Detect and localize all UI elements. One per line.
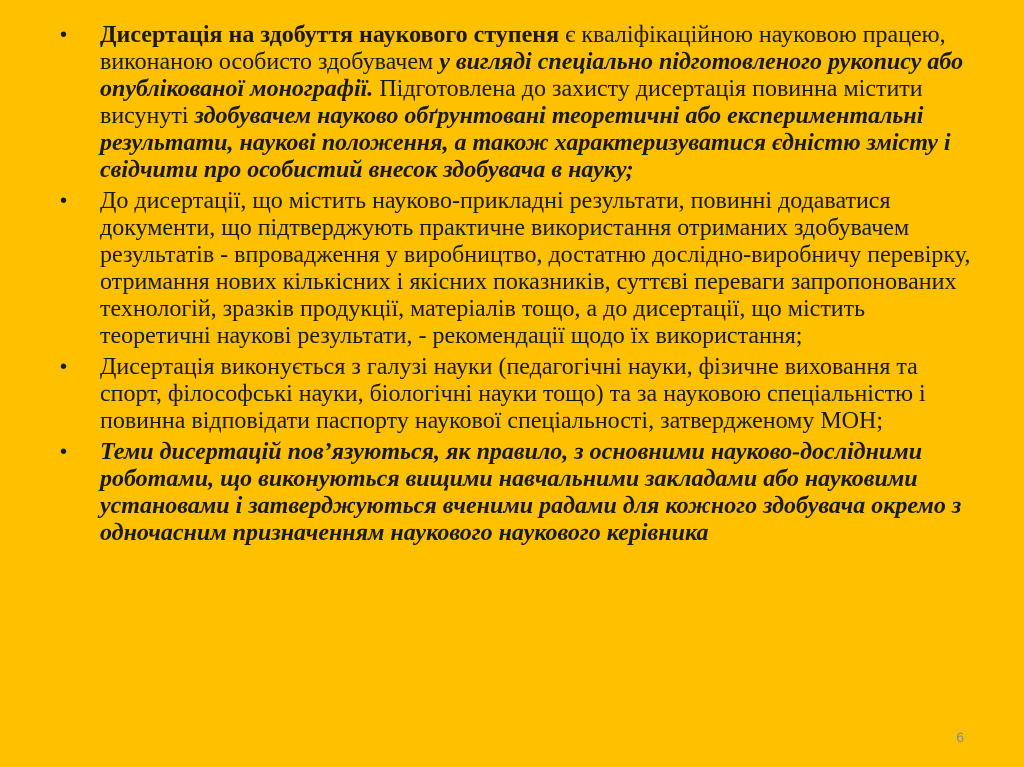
bullet-icon: • (60, 190, 68, 212)
term-dissertation: Дисертація на здобуття наукового ступеня (100, 22, 560, 48)
slide-content (60, 22, 980, 551)
bullet-icon: • (60, 24, 68, 46)
text-segment: є кваліфікаційною науковою працею, виконаною особисто здобувачем (100, 22, 946, 75)
bullet-item-3 (60, 354, 980, 435)
bullet-icon: • (60, 356, 68, 378)
bullet-list (60, 22, 980, 547)
emphasis-segment: здобувачем науково обґрунтовані теоретичні або експериментальні результати, наукові положення, а також характеризуватися єдністю змісту і свідчити про особистий внесок здобувача в науку; (100, 103, 951, 183)
bullet-item-4 (60, 439, 980, 547)
bullet-item-1 (60, 22, 980, 184)
bullet-item-2 (60, 188, 980, 350)
bullet-icon: • (60, 441, 68, 463)
text-segment: Підготовлена до захисту дисертація повинна містити висунуті (100, 76, 923, 129)
text-segment: Дисертація виконується з галузі науки (педагогічні науки, фізичне виховання та спорт, філософські науки, біологічні науки тощо) та за науковою спеціальністю і повинна відповідати паспорту наукової спеціальності, затвердженому МОН; (100, 354, 926, 434)
emphasis-segment: Теми дисертацій пов’язуються, як правило, з основними науково-дослідними роботами, що виконуються вищими навчальними закладами або науковими установами і затверджуються вченими радами для кожного здобувача окремо з одночасним призначенням наукового наукового керівника (100, 439, 962, 546)
text-segment: До дисертації, що містить науково-прикладні результати, повинні додаватися документи, що підтверджують практичне використання отриманих здобувачем результатів - впровадження у виробництво, достатню дослідно-виробничу перевірку, отримання нових кількісних і якісних показників, суттєві переваги запропонованих технологій, зразків продукції, матеріалів тощо, а до дисертації, що містить теоретичні наукові результати, - рекомендації щодо їх використання; (100, 188, 971, 349)
page-number: 6 (956, 729, 964, 745)
emphasis-segment: у вигляді спеціально підготовленого рукопису або опублікованої монографії. (100, 49, 964, 102)
